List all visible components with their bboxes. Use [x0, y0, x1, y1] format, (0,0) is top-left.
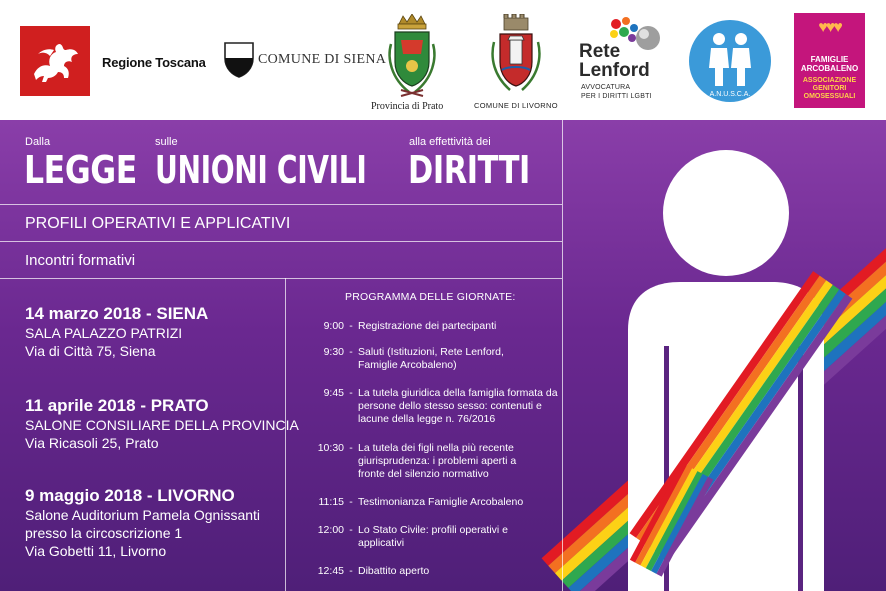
anusca-label: A.N.U.S.C.A. — [709, 91, 751, 98]
divider-under-subtitle — [0, 241, 562, 242]
programma-item: 10:30 - La tutela dei figli nella più recente giurisprudenza: i problemi aperti a fronte del silenzio normativo — [300, 442, 560, 481]
famiglie-title: FAMIGLIE ARCOBALENO — [800, 55, 859, 73]
programma-item: 11:15 - Testimonianza Famiglie Arcobaleno — [300, 496, 560, 509]
comune-livorno-emblem-icon — [488, 14, 544, 100]
venue-line: Via di Città 75, Siena — [25, 343, 156, 359]
programma-time: 9:00 — [323, 320, 344, 332]
divider-left-panel — [562, 120, 563, 591]
programma-time: 12:00 — [317, 524, 344, 536]
subtitle-profili: PROFILI OPERATIVI E APPLICATIVI — [25, 215, 291, 232]
regione-toscana-logo — [20, 26, 90, 96]
programma-time: 11:15 — [318, 496, 344, 508]
rete-lenford-subtitle: AVVOCATURA PER I DIRITTI LGBTI — [581, 84, 652, 100]
programma-item: 9:45 - La tutela giuridica della famiglia formata da persone dello stesso sesso: contenuti e lacune della legge n. 76/2016 — [300, 387, 560, 426]
famiglie-subtitle: ASSOCIAZIONE GENITORI OMOSESSUALI — [802, 77, 857, 100]
people-icon — [689, 20, 771, 102]
venue-siena — [25, 304, 208, 360]
programma-item: 9:30 - Saluti (Istituzioni, Rete Lenford, Famiglie Arcobaleno) — [300, 346, 552, 372]
provincia-prato-emblem-icon — [385, 14, 439, 100]
programma-desc: Testimonianza Famiglie Arcobaleno — [358, 496, 524, 508]
title-unioni-civili: UNIONI CIVILI — [155, 148, 367, 192]
siena-shield-icon — [224, 42, 254, 78]
title-legge: LEGGE — [24, 148, 137, 192]
programma-desc: Registrazione dei partecipanti — [358, 320, 497, 332]
provincia-prato-label: Provincia di Prato — [371, 101, 444, 112]
programma-desc: Dibattito aperto — [358, 565, 430, 577]
programma-item: 12:00 - Lo Stato Civile: profili operativi e applicativi — [300, 524, 560, 550]
programma-heading: PROGRAMMA DELLE GIORNATE: — [345, 291, 516, 303]
programma-desc: Lo Stato Civile: profili operativi e applicativi — [358, 524, 508, 549]
pegasus-icon — [20, 26, 90, 96]
programma-time: 10:30 — [317, 442, 344, 454]
venue-line: SALONE CONSILIARE DELLA PROVINCIA — [25, 417, 299, 433]
person-head — [663, 150, 789, 276]
main-panel — [0, 120, 886, 591]
anusca-logo — [689, 20, 771, 102]
venue-prato — [25, 396, 299, 452]
divider-under-incontri — [0, 278, 562, 279]
programma-desc: Saluti (Istituzioni, Rete Lenford, Famiglie Arcobaleno) — [358, 346, 504, 371]
venue-date: 11 aprile 2018 - PRATO — [25, 396, 209, 415]
comune-siena-label: COMUNE DI SIENA — [258, 52, 387, 67]
venue-line: presso la circoscrizione 1 — [25, 525, 183, 541]
venue-date: 9 maggio 2018 - LIVORNO — [25, 486, 235, 505]
famiglie-arcobaleno-logo — [794, 13, 865, 108]
programma-time: 9:45 — [323, 387, 344, 399]
programma-item: 12:45 - Dibattito aperto — [300, 565, 560, 578]
regione-toscana-label: Regione Toscana — [102, 55, 206, 70]
venue-line: Via Ricasoli 25, Prato — [25, 435, 159, 451]
hearts-icon: ♥♥♥ — [818, 19, 841, 36]
title-diritti: DIRITTI — [408, 148, 530, 192]
venue-line: SALA PALAZZO PATRIZI — [25, 325, 183, 341]
programma-desc: La tutela dei figli nella più recente giurisprudenza: i problemi aperti a fronte del silenzio normativo — [358, 442, 517, 480]
logo-bar — [0, 0, 886, 120]
rete-lenford-label: Rete Lenford — [579, 41, 650, 81]
programma-item: 9:00 - Registrazione dei partecipanti — [300, 320, 560, 333]
comune-livorno-label: COMUNE DI LIVORNO — [474, 101, 558, 110]
title-prefix-2: sulle — [155, 136, 178, 148]
subtitle-incontri: Incontri formativi — [25, 252, 136, 269]
venue-livorno — [25, 486, 260, 560]
venue-line: Salone Auditorium Pamela Ognissanti — [25, 507, 261, 523]
programma-time: 12:45 — [317, 565, 344, 577]
programma-desc: La tutela giuridica della famiglia formata da persone dello stesso sesso: contenuti e lacune della legge n. 76/2016 — [358, 387, 558, 425]
title-prefix-1: Dalla — [25, 136, 51, 148]
programma-time: 9:30 — [323, 346, 344, 358]
venue-date: 14 marzo 2018 - SIENA — [25, 304, 209, 323]
venue-line: Via Gobetti 11, Livorno — [25, 543, 167, 559]
divider-under-title — [0, 204, 562, 205]
title-prefix-3: alla effettività dei — [409, 136, 491, 148]
person-rainbow-illustration — [500, 120, 886, 591]
